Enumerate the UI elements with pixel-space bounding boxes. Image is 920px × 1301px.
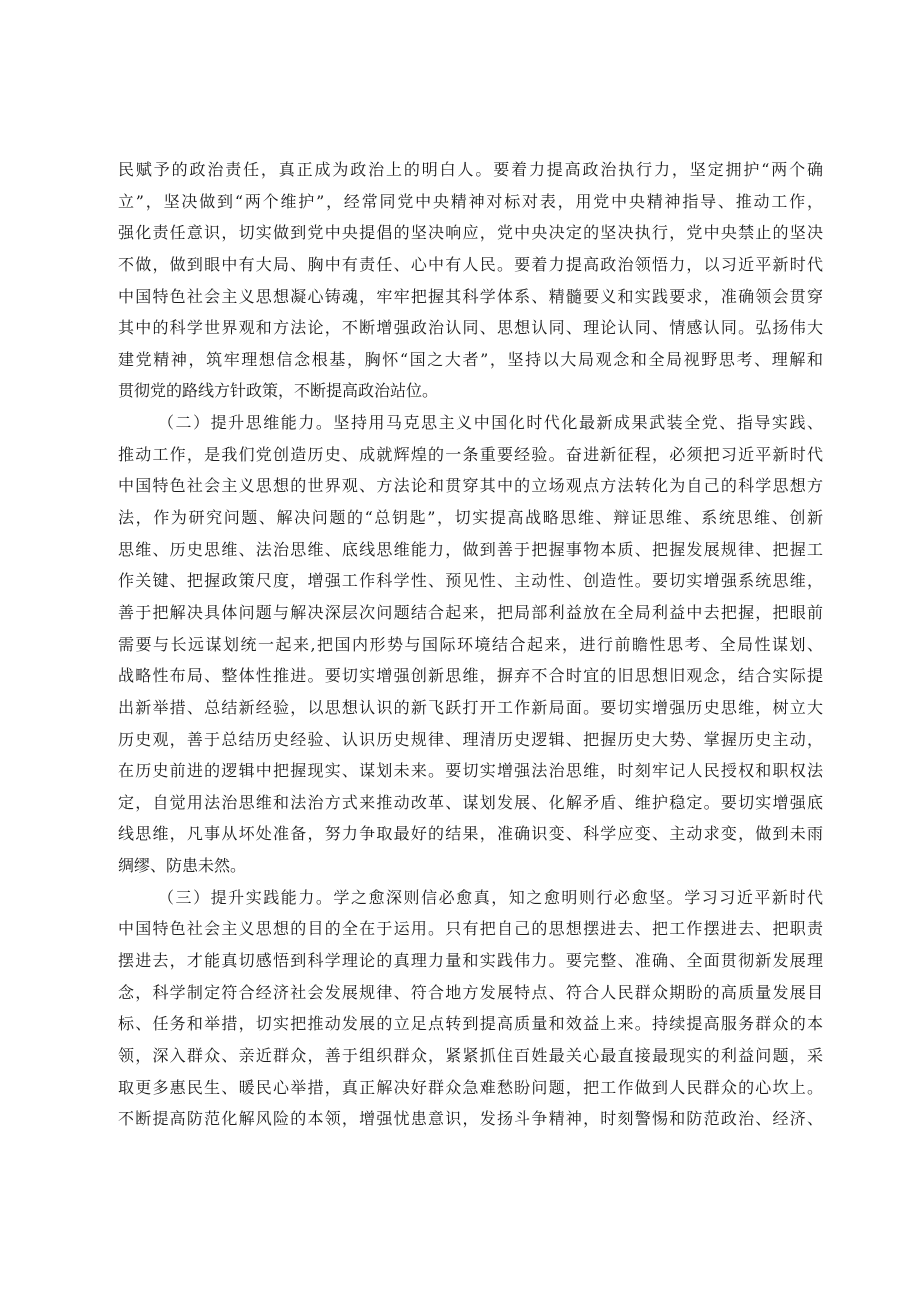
text-line: 贯彻党的路线方针政策，不断提高政治站位。 <box>118 381 439 401</box>
text-line: （三）提升实践能力。学之愈深则信必愈真，知之愈明则行必愈坚。学习习近平新时代 <box>158 887 823 907</box>
text-line: 绸缪、防患未然。 <box>118 856 247 876</box>
text-line: 定，自觉用法治思维和法治方式来推动改革、谋划发展、化解矛盾、维护稳定。要切实增强底 <box>118 792 823 812</box>
text-line: 立”，坚决做到“两个维护”，经常同党中央精神对标对表，用党中央精神指导、推动工作， <box>118 191 823 211</box>
text-line: 在历史前进的逻辑中把握现实、谋划未来。要切实增强法治思维，时刻牢记人民授权和职权法 <box>118 761 823 781</box>
text-line: 强化责任意识，切实做到党中央提倡的坚决响应，党中央决定的坚决执行，党中央禁止的坚决 <box>118 223 823 243</box>
text-line: 推动工作，是我们党创造历史、成就辉煌的一条重要经验。奋进新征程，必须把习近平新时代 <box>118 444 823 464</box>
text-line: 作关键、把握政策尺度，增强工作科学性、预见性、主动性、创造性。要切实增强系统思维， <box>118 571 823 591</box>
text-line: 取更多惠民生、暖民心举措，真正解决好群众急难愁盼问题，把工作做到人民群众的心坎上。 <box>118 1077 823 1097</box>
paragraph-political-ability-cont <box>118 154 823 407</box>
text-line: 念，科学制定符合经济社会发展规律、符合地方发展特点、符合人民群众期盼的高质量发展目 <box>118 982 823 1002</box>
text-line: 中国特色社会主义思想凝心铸魂，牢牢把握其科学体系、精髓要义和实践要求，准确领会贯穿 <box>118 286 823 306</box>
text-line: 不做，做到眼中有大局、胸中有责任、心中有人民。要着力提高政治领悟力，以习近平新时代 <box>118 254 823 274</box>
text-line: 善于把解决具体问题与解决深层次问题结合起来，把局部利益放在全局利益中去把握，把眼前 <box>118 602 823 622</box>
text-line: 线思维，凡事从坏处准备，努力争取最好的结果，准确识变、科学应变、主动求变，做到未雨 <box>118 824 823 844</box>
text-line: 民赋予的政治责任，真正成为政治上的明白人。要着力提高政治执行力，坚定拥护“两个确 <box>118 160 823 179</box>
document-body <box>118 154 823 1135</box>
text-line: 中国特色社会主义思想的世界观、方法论和贯穿其中的立场观点方法转化为自己的科学思想方 <box>118 476 823 496</box>
text-line: 标、任务和举措，切实把推动发展的立足点转到提高质量和效益上来。持续提高服务群众的本 <box>118 1014 823 1034</box>
text-line: 其中的科学世界观和方法论，不断增强政治认同、思想认同、理论认同、情感认同。弘扬伟大 <box>118 318 823 338</box>
text-line: 建党精神，筑牢理想信念根基，胸怀“国之大者”，坚持以大局观念和全局视野思考、理解和 <box>118 349 823 369</box>
text-line: 需要与长远谋划统一起来,把国内形势与国际环境结合起来，进行前瞻性思考、全局性谋划、 <box>118 634 823 654</box>
text-line: 不断提高防范化解风险的本领，增强忧患意识，发扬斗争精神，时刻警惕和防范政治、经济、 <box>118 1109 823 1129</box>
text-line: 历史观，善于总结历史经验、认识历史规律、理清历史逻辑、把握历史大势、掌握历史主动， <box>118 729 823 749</box>
text-line: （二）提升思维能力。坚持用马克思主义中国化时代化最新成果武装全党、指导实践、 <box>158 413 823 433</box>
text-line: 中国特色社会主义思想的目的全在于运用。只有把自己的思想摆进去、把工作摆进去、把职责 <box>118 919 823 939</box>
text-line: 法，作为研究问题、解决问题的“总钥匙”，切实提高战略思维、辩证思维、系统思维、创新 <box>118 508 823 528</box>
text-line: 出新举措、总结新经验，以思想认识的新飞跃打开工作新局面。要切实增强历史思维，树立大 <box>118 697 823 717</box>
text-line: 领，深入群众、亲近群众，善于组织群众，紧紧抓住百姓最关心最直接最现实的利益问题，采 <box>118 1045 823 1065</box>
text-line: 战略性布局、整体性推进。要切实增强创新思维，摒弃不合时宜的旧思想旧观念，结合实际提 <box>118 666 823 686</box>
text-line: 摆进去，才能真切感悟到科学理论的真理力量和实践伟力。要完整、准确、全面贯彻新发展理 <box>118 951 823 971</box>
text-line: 思维、历史思维、法治思维、底线思维能力，做到善于把握事物本质、把握发展规律、把握工 <box>118 539 823 559</box>
paragraph-practical-ability <box>118 882 823 1135</box>
paragraph-thinking-ability <box>118 407 823 882</box>
